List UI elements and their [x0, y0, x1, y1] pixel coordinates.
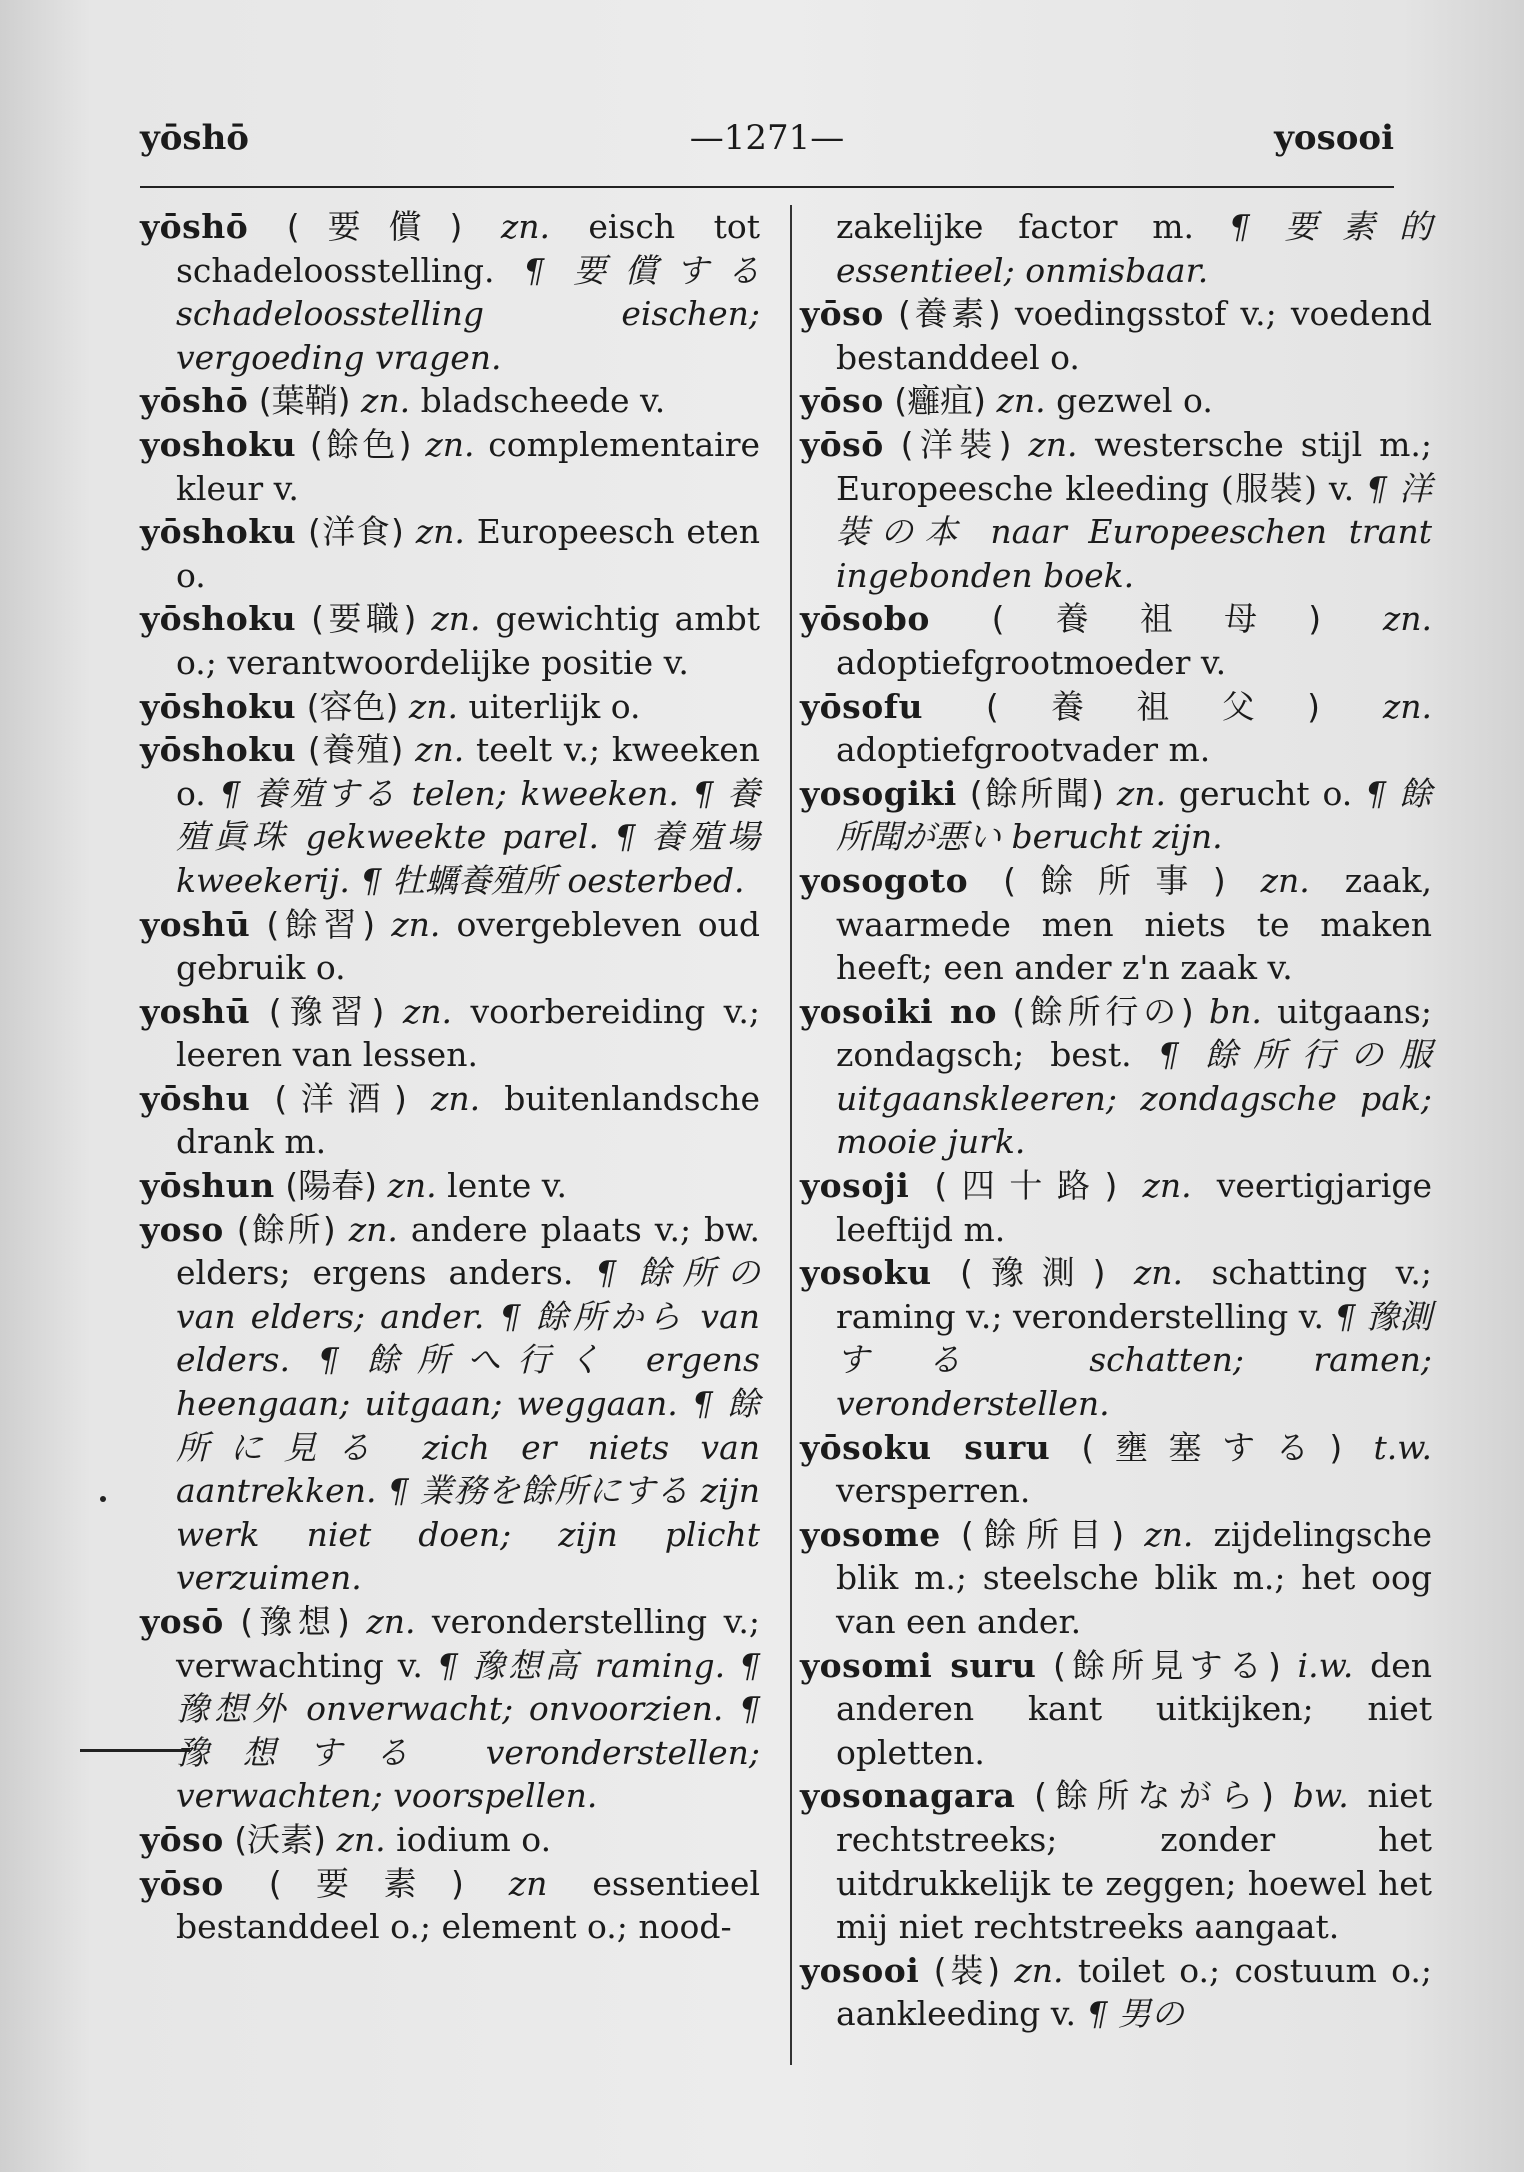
dictionary-entry [140, 685, 760, 729]
part-of-speech: bn. [1209, 991, 1262, 1031]
headword: yoshū [140, 904, 251, 944]
dictionary-entry [800, 423, 1432, 597]
part-of-speech: zn. [1260, 860, 1310, 900]
dictionary-entry [140, 379, 760, 423]
definition: Europeesch eten o. [176, 512, 760, 595]
dictionary-entry [800, 1426, 1432, 1513]
dictionary-entry [800, 1164, 1432, 1251]
part-of-speech: zn. [1382, 686, 1433, 726]
headword: yōshoku [140, 599, 297, 639]
headword: yosō [140, 1602, 224, 1641]
kanji-form: (養祖母) [991, 599, 1322, 639]
examples: ¶ 豫想高 raming. ¶ 豫想外 onverwacht; onvoorzien. ¶ 豫想する veronderstellen; verwachten; voorspellen. [176, 1645, 761, 1816]
part-of-speech: bw. [1292, 1776, 1349, 1816]
kanji-form: (豫習) [268, 991, 385, 1031]
kanji-form: (豫想) [240, 1602, 350, 1641]
definition: schatting v.; raming v.; veronderstelling v. [836, 1253, 1432, 1336]
kanji-form: (沃素) [234, 1819, 327, 1859]
dictionary-entry [800, 1774, 1432, 1948]
definition: buitenlandsche drank m. [176, 1078, 760, 1162]
definition: zijdelingsche blik m.; steelsche blik m.; het oog van een ander. [836, 1514, 1432, 1641]
definition: zaak, waarmede men niets te maken heeft; een ander z'n zaak v. [836, 860, 1433, 988]
right-guide-word: yosooi [1274, 118, 1394, 158]
headword: yosoku [800, 1253, 932, 1293]
headword: yosooi [800, 1950, 920, 1990]
headword: yōso [140, 1863, 224, 1903]
part-of-speech: zn. [431, 599, 481, 639]
headword: yosogoto [800, 860, 969, 900]
definition: essentieel bestanddeel o.; element o.; nood- [176, 1863, 761, 1947]
part-of-speech: zn. [996, 381, 1046, 421]
kanji-form: (要職) [311, 599, 417, 639]
definition: veertigjarige leeftijd m. [836, 1166, 1433, 1249]
dictionary-entry [800, 379, 1432, 423]
definition: eisch tot schadeloosstelling. [176, 207, 760, 290]
kanji-form: (裝) [933, 1950, 1001, 1990]
kanji-form: (要素) [268, 1863, 464, 1903]
kanji-form: (餘所聞) [969, 773, 1104, 813]
kanji-form: (豫測) [960, 1253, 1106, 1293]
part-of-speech: zn. [1144, 1514, 1194, 1554]
headword: yosogiki [800, 773, 957, 813]
examples: ¶ 男の [1086, 1994, 1184, 2034]
dictionary-entry [800, 685, 1432, 772]
headword: yōshoku [140, 730, 297, 770]
definition: uitgaans; zondagsch; best. [836, 991, 1432, 1075]
definition: voedingsstof v.; voedend bestanddeel o. [836, 294, 1432, 377]
part-of-speech: zn. [1028, 424, 1078, 464]
part-of-speech: zn. [366, 1602, 416, 1641]
definition: bladscheede v. [420, 381, 666, 421]
definition: lente v. [447, 1166, 567, 1206]
definition: zakelijke factor m. [836, 207, 1194, 246]
right-column [800, 205, 1432, 2036]
kanji-form: (養祖父) [985, 686, 1321, 726]
definition: teelt v.; kweeken o. [176, 730, 760, 813]
part-of-speech: zn. [415, 730, 465, 770]
headword: yōsofu [800, 686, 923, 726]
dictionary-entry [800, 205, 1432, 292]
dictionary-entry [800, 772, 1432, 859]
dictionary-entry [140, 1600, 760, 1818]
part-of-speech: zn. [348, 1209, 398, 1249]
kanji-form: (餘色) [309, 424, 412, 464]
part-of-speech: zn. [1142, 1166, 1192, 1206]
dictionary-entry [800, 859, 1432, 990]
definition: den anderen kant uitkijken; niet opletten. [836, 1645, 1432, 1772]
definition: toilet o.; costuum o.; aankleeding v. [836, 1950, 1432, 2034]
headword: yōso [800, 381, 884, 421]
headword: yōsobo [800, 599, 930, 639]
kanji-form: (養素) [897, 294, 1001, 334]
kanji-form: (餘習) [266, 904, 376, 944]
margin-dot-mark [100, 1496, 106, 1502]
headword: yōshu [140, 1078, 251, 1118]
definition: iodium o. [396, 1819, 552, 1859]
headword: yosomi suru [800, 1645, 1037, 1685]
part-of-speech: zn. [408, 686, 459, 726]
part-of-speech: zn [508, 1863, 548, 1903]
definition: adoptiefgrootvader m. [836, 730, 1211, 770]
definition: versperren. [836, 1471, 1031, 1511]
part-of-speech: zn. [430, 1078, 481, 1118]
headword: yosoiki no [800, 991, 997, 1031]
dictionary-entry [800, 1644, 1432, 1775]
part-of-speech: zn. [361, 381, 411, 421]
part-of-speech: zn. [402, 991, 452, 1031]
headword: yōshō [140, 381, 249, 421]
kanji-form: (葉鞘) [258, 381, 351, 421]
definition: niet rechtstreeks; zonder het uitdrukkelijk te zeggen; hoewel het mij niet rechtstreeks aangaat. [836, 1776, 1433, 1947]
dictionary-entry [800, 597, 1432, 684]
kanji-form: (要償) [286, 207, 463, 246]
page-number: —1271— [689, 118, 845, 158]
examples: ¶ 養殖する telen; kweeken. ¶ 養殖眞珠 gekweekte parel. ¶ 養殖場 kweekerij. ¶ 牡蠣養殖所 oesterbed. [176, 773, 760, 900]
dictionary-entry [140, 903, 760, 990]
dictionary-entry [140, 510, 760, 597]
headword: yōso [140, 1819, 224, 1859]
examples: ¶ 餘所行の服 uitgaanskleeren; zondagsche pak; mooie jurk. [836, 1035, 1432, 1162]
definition: veronderstelling v.; verwachting v. [176, 1602, 760, 1685]
headword: yoshū [140, 991, 251, 1031]
part-of-speech: zn. [425, 424, 475, 464]
left-column [140, 205, 760, 1949]
part-of-speech: zn. [1116, 773, 1167, 813]
headword: yosoji [800, 1166, 910, 1206]
headword: yōshō [140, 207, 249, 246]
part-of-speech: zn. [391, 904, 441, 944]
definition: gezwel o. [1056, 381, 1213, 421]
part-of-speech: zn. [415, 512, 465, 552]
headword: yōshoku [140, 512, 297, 552]
dictionary-entry [140, 1077, 760, 1164]
kanji-form: (餘所目) [960, 1514, 1125, 1554]
dictionary-entry [140, 1164, 760, 1208]
kanji-form: (四十路) [934, 1166, 1118, 1206]
part-of-speech: zn. [1133, 1253, 1184, 1293]
definition: uiterlijk o. [468, 686, 641, 726]
kanji-form: (容色) [306, 686, 399, 726]
part-of-speech: zn. [336, 1819, 386, 1859]
kanji-form: (餘所事) [1003, 860, 1226, 900]
column-divider [790, 205, 792, 2065]
part-of-speech: i.w. [1297, 1645, 1354, 1685]
kanji-form: (癰疽) [894, 381, 987, 421]
definition: complementaire kleur v. [176, 424, 761, 508]
kanji-form: (餘所) [236, 1209, 336, 1249]
examples: ¶ 要償する schadeloosstelling eischen; vergoeding vragen. [176, 250, 760, 377]
part-of-speech: t.w. [1373, 1427, 1433, 1467]
headword: yōshun [140, 1166, 275, 1206]
kanji-form: (餘所ながら) [1034, 1776, 1275, 1816]
headword: yosome [800, 1514, 941, 1554]
kanji-form: (洋裝) [900, 424, 1012, 464]
part-of-speech: zn. [500, 207, 550, 246]
dictionary-entry [800, 1251, 1432, 1425]
headword: yōsō [800, 424, 884, 464]
dictionary-entry [140, 1208, 760, 1600]
definition: gerucht o. [1178, 773, 1353, 813]
definition: overgebleven oud gebruik o. [176, 904, 760, 988]
dictionary-entry [800, 1513, 1432, 1644]
definition: adoptiefgrootmoeder v. [836, 642, 1227, 682]
headword: yōshoku [140, 686, 297, 726]
dictionary-entry [800, 292, 1432, 379]
kanji-form: (陽春) [285, 1166, 377, 1206]
dictionary-entry [140, 990, 760, 1077]
examples: ¶ 要素的 essentieel; onmisbaar. [836, 207, 1432, 290]
definition: voorbereiding v.; leeren van lessen. [176, 991, 760, 1075]
headword: yōso [800, 294, 884, 334]
part-of-speech: zn. [387, 1166, 437, 1206]
part-of-speech: zn. [1014, 1950, 1064, 1990]
kanji-form: (餘所行の) [1012, 991, 1194, 1031]
definition: westersche stijl m.; Europeesche kleeding (服裝) v. [836, 424, 1432, 508]
dictionary-entry [140, 728, 760, 902]
part-of-speech: zn. [1382, 599, 1432, 639]
kanji-form: (養殖) [307, 730, 404, 770]
dictionary-entry [140, 423, 760, 510]
dictionary-entry [140, 1862, 760, 1949]
headword: yoso [140, 1209, 224, 1249]
examples: ¶ 洋裝の本 naar Europeeschen trant ingebonden boek. [836, 468, 1432, 595]
dictionary-entry [800, 1949, 1432, 2036]
examples: ¶ 餘所聞が悪い berucht zijn. [836, 773, 1433, 857]
dictionary-entry [800, 990, 1432, 1164]
left-guide-word: yōshō [140, 118, 249, 158]
examples: ¶ 豫測する schatten; ramen; veronderstellen. [836, 1296, 1432, 1424]
kanji-form: (壅塞する) [1081, 1427, 1343, 1467]
definition: andere plaats v.; bw. elders; ergens anders. [176, 1209, 760, 1293]
kanji-form: (洋食) [307, 512, 404, 552]
dictionary-entry [140, 205, 760, 379]
kanji-form: (餘所見する) [1053, 1645, 1281, 1685]
headword: yosonagara [800, 1776, 1016, 1816]
header-rule [140, 186, 1394, 188]
kanji-form: (洋酒) [274, 1078, 407, 1118]
headword: yōsoku suru [800, 1427, 1051, 1467]
dictionary-entry [140, 1818, 760, 1862]
definition: gewichtig ambt o.; verantwoordelijke positie v. [176, 599, 760, 682]
dictionary-entry [140, 597, 760, 684]
headword: yoshoku [140, 424, 297, 464]
page-header [140, 118, 1394, 178]
examples: ¶ 餘所の van elders; ander. ¶ 餘所から van elders. ¶ 餘所へ行く ergens heengaan; uitgaan; weggaan. ¶ 餘所に見る zich er niets van aantrekken. ¶ 業務を餘所にする zijn werk niet doen; zijn plicht verzuimen. [176, 1253, 760, 1598]
